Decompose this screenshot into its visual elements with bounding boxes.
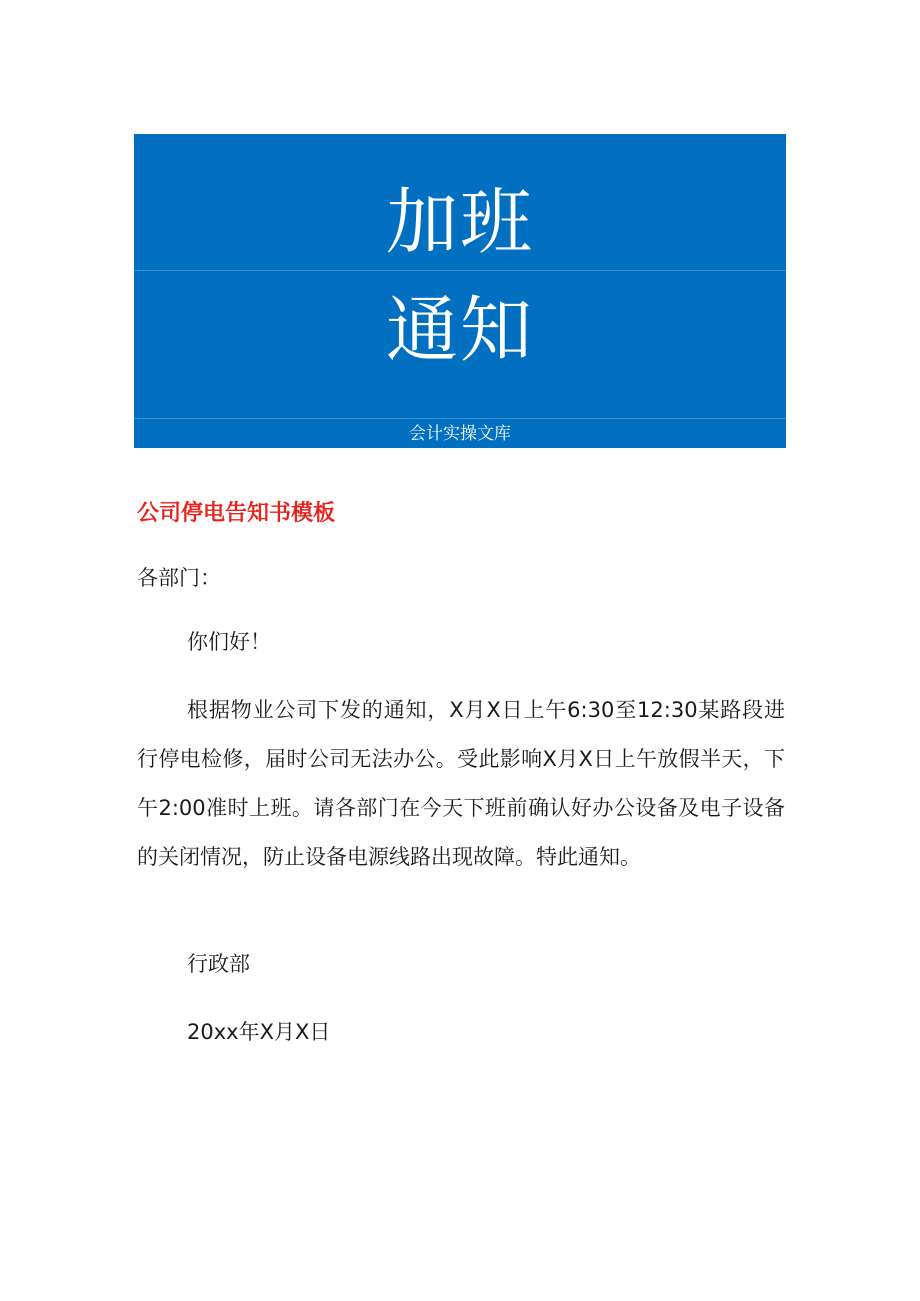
signature-date: 20xx年X月X日: [187, 1020, 331, 1044]
salutation: 各部门：: [137, 566, 221, 590]
banner-divider: [134, 418, 786, 419]
banner-title-line-2: 通知: [385, 288, 534, 372]
notice-body: 根据物业公司下发的通知，X月X日上午6:30至12:30某路段进行停电检修，届时公司无法办公。受此影响X月X日上午放假半天，下午2:00准时上班。请各部门在今天下班前确认好办公设备及电子设备的关闭情况，防止设备电源线路出现故障。特此通知。: [137, 698, 785, 869]
title-banner: [134, 134, 786, 448]
document-heading: 公司停电告知书模板: [137, 501, 336, 526]
greeting: 你们好！: [187, 630, 271, 654]
banner-divider: [134, 270, 786, 271]
banner-subtitle: 会计实操文库: [409, 424, 511, 444]
signature-department: 行政部: [187, 952, 250, 976]
banner-title-line-1: 加班: [385, 180, 534, 264]
